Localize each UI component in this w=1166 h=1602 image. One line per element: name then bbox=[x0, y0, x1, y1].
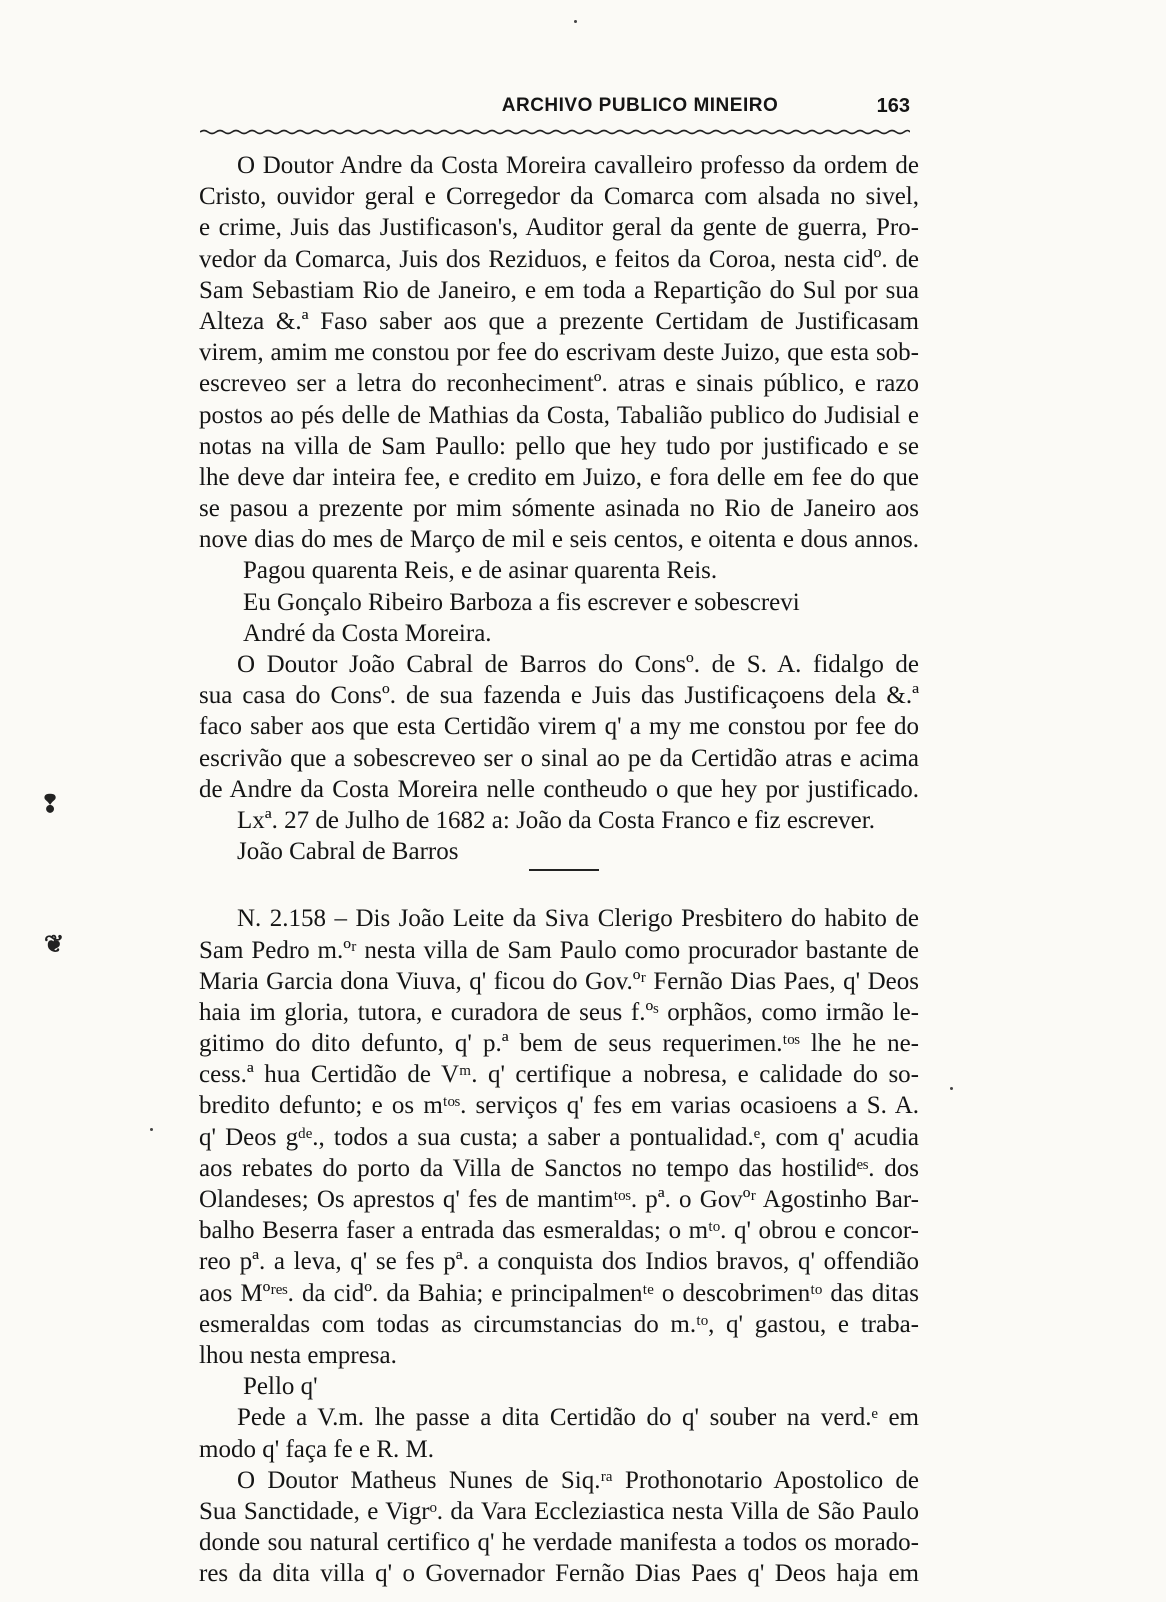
header-wavy-rule bbox=[200, 129, 910, 135]
text-line: Sam Sebastiam Rio de Janeiro, e em toda a Repartição do Sul por sua bbox=[199, 276, 919, 304]
text-line: Sam Pedro m.ºʳ nesta villa de Sam Paulo como procurador bastante de bbox=[199, 936, 919, 964]
text-line: O Doutor Andre da Costa Moreira cavalleiro professo da ordem de bbox=[237, 152, 919, 179]
text-line: lhou nesta empresa. bbox=[199, 1341, 397, 1369]
journal-title: ARCHIVO PUBLICO MINEIRO bbox=[501, 95, 779, 116]
running-head bbox=[200, 95, 910, 125]
text-line: gitimo do dito defunto, q' p.ª bem de seus requerimen.ᵗᵒˢ lhe he ne- bbox=[199, 1030, 919, 1058]
text-line: aos Mºʳᵉˢ. da cidº. da Bahia; e principalmenᵗᵉ o descobrimenᵗᵒ das ditas bbox=[199, 1279, 919, 1307]
text-line: Maria Garcia dona Viuva, q' ficou do Gov.ºʳ Fernão Dias Paes, q' Deos bbox=[199, 967, 919, 995]
page-number: 163 bbox=[876, 95, 910, 117]
text-line: O Doutor Matheus Nunes de Siq.ʳᵃ Prothonotario Apostolico de bbox=[237, 1466, 919, 1494]
section-divider bbox=[529, 869, 599, 871]
text-line: reo pª. a leva, q' se fes pª. a conquista dos Indios bravos, q' offendião bbox=[199, 1248, 919, 1276]
text-line: notas na villa de Sam Paullo: pello que hey tudo por justificado e se bbox=[199, 432, 919, 460]
text-line: lhe deve dar inteira fee, e credito em Juizo, e fora delle em fee do que bbox=[199, 463, 919, 491]
text-line: esmeraldas com todas as circumstancias do m.ᵗᵒ, q' gastou, e traba- bbox=[199, 1310, 919, 1338]
text-line: q' Deos gᵈᵉ., todos a sua custa; a saber a pontualidad.ᵉ, com q' acudia bbox=[199, 1123, 919, 1151]
signature-line: João Cabral de Barros bbox=[237, 838, 459, 866]
text-line: virem, amim me constou por fee do escrivam deste Juizo, que esta sob- bbox=[199, 339, 919, 367]
print-speck bbox=[950, 1087, 953, 1090]
text-line: Alteza &.ª Faso saber aos que a prezente Certidam de Justificasam bbox=[199, 307, 919, 335]
text-line: N. 2.158 – Dis João Leite da Siva Clerigo Presbitero do habito de bbox=[237, 905, 919, 933]
text-line: balho Beserra faser a entrada das esmeraldas; o mᵗᵒ. q' obrou e concor- bbox=[199, 1217, 919, 1245]
text-line: Lxª. 27 de Julho de 1682 a: João da Costa Franco e fiz escrever. bbox=[237, 806, 875, 834]
text-line: nove dias do mes de Março de mil e seis centos, e oitenta e dous annos. bbox=[199, 526, 919, 554]
text-line: O Doutor João Cabral de Barros do Consº. de S. A. fidalgo de bbox=[237, 651, 919, 678]
text-line: bredito defunto; e os mᵗᵒˢ. serviços q' fes em varias ocasioens a S. A. bbox=[199, 1092, 919, 1120]
text-line: cess.ª hua Certidão de Vᵐ. q' certifique a nobresa, e calidade do so- bbox=[199, 1061, 919, 1089]
text-line: Pello q' bbox=[243, 1373, 318, 1401]
text-line: donde sou natural certifico q' he verdade manifesta a todos os morado- bbox=[199, 1529, 919, 1557]
section-divider-space bbox=[199, 867, 919, 903]
text-line: escreveo ser a letra do reconhecimentº. atras e sinais público, e razo bbox=[199, 370, 919, 398]
text-line: Olandeses; Os aprestos q' fes de mantimᵗᵒˢ. pª. o Govºʳ Agostinho Bar- bbox=[199, 1186, 919, 1213]
signature-line: André da Costa Moreira. bbox=[243, 619, 492, 647]
text-line: se pasou a prezente por mim sómente asinada no Rio de Janeiro aos bbox=[199, 495, 919, 523]
margin-ink-mark: ❦ bbox=[44, 932, 65, 958]
text-line: faco saber aos que esta Certidão virem q' a my me constou por fee do bbox=[199, 713, 919, 741]
text-line: e crime, Juis das Justificason's, Auditor geral da gente de guerra, Pro- bbox=[199, 214, 919, 242]
text-line: haia im gloria, tutora, e curadora de seus f.ºˢ orphãos, como irmão le- bbox=[199, 998, 919, 1026]
text-line: de Andre da Costa Moreira nelle contheudo o que hey por justificado. bbox=[199, 775, 919, 803]
margin-ink-mark: ❢ bbox=[40, 792, 61, 818]
text-line: vedor da Comarca, Juis dos Reziduos, e feitos da Coroa, nesta cidº. de bbox=[199, 245, 919, 273]
text-line: escrivão que a sobescreveo ser o sinal ao pe da Certidão atras e acima bbox=[199, 744, 919, 772]
text-line: Eu Gonçalo Ribeiro Barboza a fis escrever e sobescrevi bbox=[243, 588, 800, 616]
print-speck bbox=[150, 1128, 153, 1131]
text-line: aos rebates do porto da Villa de Sanctos no tempo das hostilidᵉˢ. dos bbox=[199, 1154, 919, 1182]
text-line: Pede a V.m. lhe passe a dita Certidão do q' souber na verd.ᵉ em bbox=[237, 1404, 919, 1432]
text-line: postos ao pés delle de Mathias da Costa, Tabalião publico do Judisial e bbox=[199, 401, 919, 429]
text-line: Cristo, ouvidor geral e Corregedor da Comarca com alsada no sivel, bbox=[199, 183, 919, 211]
text-line: sua casa do Consº. de sua fazenda e Juis das Justificaçoens dela &.ª bbox=[199, 682, 919, 710]
text-line: res da dita villa q' o Governador Fernão Dias Paes q' Deos haja em bbox=[199, 1560, 919, 1588]
text-line: modo q' faça fe e R. M. bbox=[199, 1435, 434, 1463]
text-line: Pagou quarenta Reis, e de asinar quarenta Reis. bbox=[243, 557, 718, 585]
text-line: Sua Sanctidade, e Vigrᵒ. da Vara Eccleziastica nesta Villa de São Paulo bbox=[199, 1497, 919, 1525]
print-speck bbox=[574, 20, 577, 23]
document-body bbox=[199, 150, 919, 1589]
